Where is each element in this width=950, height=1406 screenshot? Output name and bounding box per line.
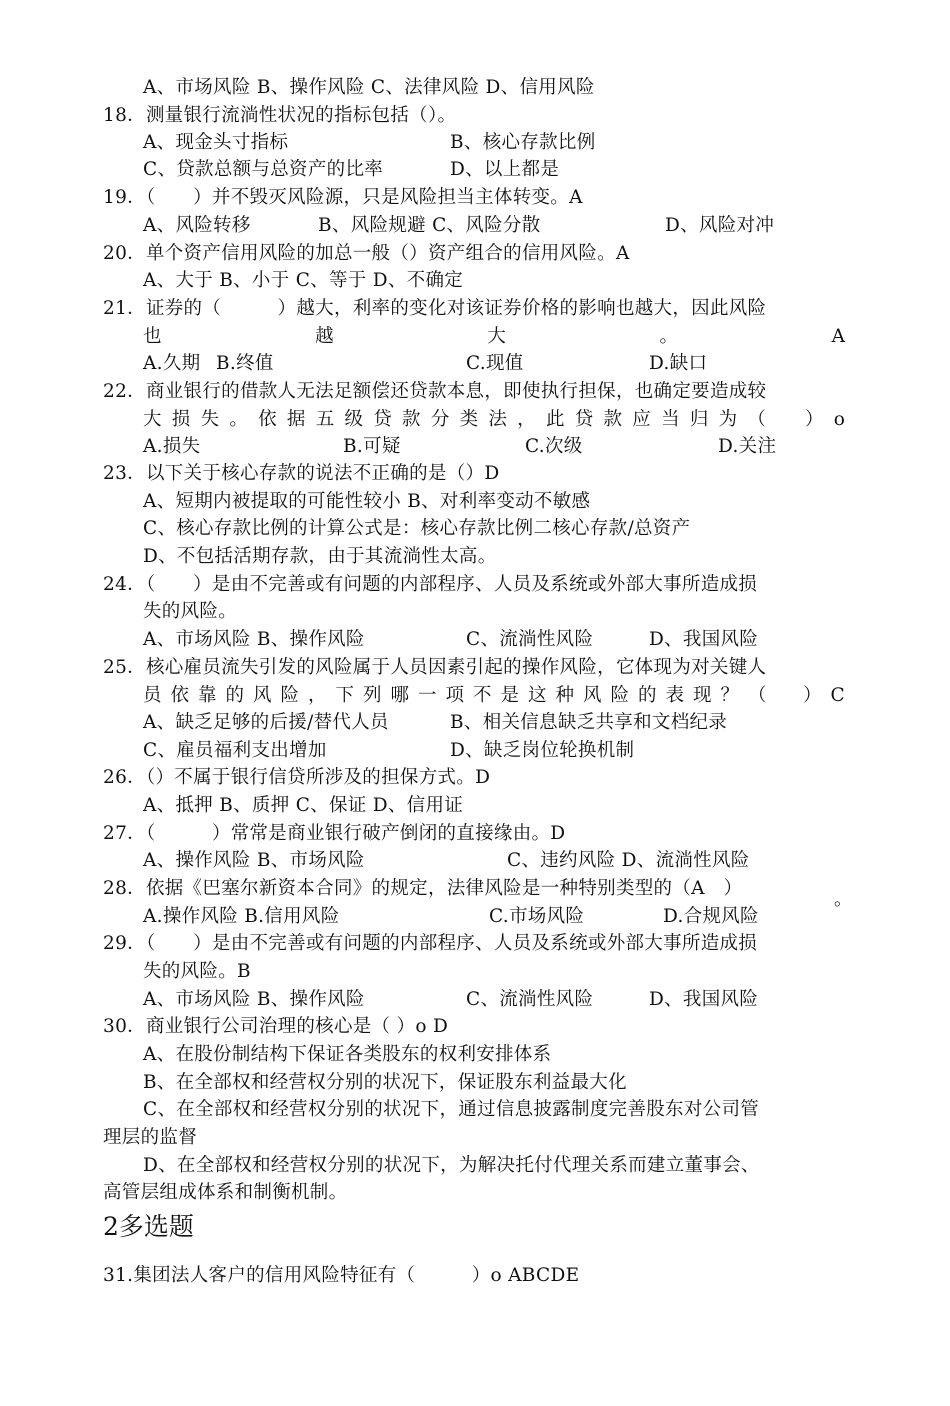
line-q19-opt-a: A、风险转移 [143, 215, 251, 236]
line-q22-opt-d: D.关注 [718, 436, 777, 457]
line-q28-opt-d: D.合规风险 [663, 906, 759, 927]
justified-char: 贷 [574, 409, 594, 430]
justified-char [776, 684, 795, 708]
line-q28-stem: 28．依据《巴塞尔新资本合同》的规定，法律风险是一种特别类型的（A ） [103, 878, 743, 899]
justified-char: 列 [363, 685, 382, 706]
line-q25-opt-d: D、缺乏岗位轮换机制 [450, 740, 635, 761]
line-q30-opt-c-1: C、在全部权和经营权分别的状况下，通过信息披露制度完善股东对公司管 [143, 1099, 760, 1120]
justified-char: 员 [143, 685, 162, 706]
line-q25-opt-a: A、缺乏足够的后援/替代人员 [143, 712, 389, 733]
justified-char: 风 [583, 685, 602, 706]
justified-char: 归 [689, 409, 709, 430]
justified-char: （ [747, 409, 766, 430]
justified-char: 这 [528, 685, 547, 706]
line-q18-opt-b: B、核心存款比例 [450, 132, 596, 153]
line-q27-opt-ab: A、操作风险 B、市场风险 [143, 850, 365, 871]
justified-char: 大 [143, 409, 162, 430]
justified-char: 款 [603, 409, 623, 430]
justified-char: ） [804, 409, 824, 430]
line-q21-opt-a: A.久期 [143, 353, 201, 374]
line-q24-stem-2: 失的风险。 [143, 601, 238, 622]
justified-char: 依 [258, 409, 277, 430]
line-q21-opt-b: B.终值 [216, 353, 274, 374]
justified-char: 表 [665, 685, 685, 706]
justified-char: ？ [720, 685, 740, 706]
justified-char: 风 [253, 685, 272, 706]
line-q22-opt-c: C.次级 [525, 436, 583, 457]
justified-char: 越 [315, 326, 334, 347]
justified-char: o [833, 409, 845, 430]
line-q29-opt-c: C、流淌性风险 [466, 989, 594, 1010]
justified-char [776, 408, 795, 432]
line-q23-opt-ab: A、短期内被提取的可能性较小 B、对利率变动不敏感 [143, 491, 591, 512]
justified-char: 靠 [198, 685, 217, 706]
line-q30-opt-a: A、在股份制结构下保证各类股东的权利安排体系 [143, 1044, 552, 1065]
justified-char: C [830, 685, 845, 706]
line-q21-opt-d: D.缺口 [649, 353, 708, 374]
line-q18-opt-a: A、现金头寸指标 [143, 132, 289, 153]
justified-char: 。 [229, 409, 248, 430]
line-q29-opt-ab: A、市场风险 B、操作风险 [143, 989, 365, 1010]
justified-char: 是 [500, 685, 520, 706]
line-q26-options: A、抵押 B、质押 C、保证 D、信用证 [143, 795, 464, 816]
justified-char: 依 [170, 685, 190, 706]
justified-char: 五 [315, 409, 335, 430]
justified-char: 现 [693, 685, 712, 706]
line-q24-opt-ab: A、市场风险 B、操作风险 [143, 629, 365, 650]
justified-char: 一 [418, 685, 437, 706]
justified-char: 当 [661, 409, 680, 430]
justified-char: 项 [445, 685, 465, 706]
justified-char: A [831, 326, 845, 347]
justified-char: 损 [171, 409, 191, 430]
line-q18-opt-c: C、贷款总额与总资产的比率 [143, 159, 384, 180]
section-heading: 2多选题 [103, 1212, 194, 1241]
justified-char: 种 [555, 685, 575, 706]
justified-char: ， [517, 409, 536, 430]
line-q25-opt-c: C、雇员福利支出增加 [143, 740, 327, 761]
line-q24-stem-1: 24．（ ）是由不完善或有问题的内部程序、人员及系统或外部大事所造成损 [103, 574, 758, 595]
line-q18-opt-d: D、以上都是 [450, 159, 560, 180]
line-q22-opt-a: A.损失 [143, 436, 201, 457]
justified-char: 险 [280, 685, 300, 706]
line-q27-stem: 27．（ ）常常是商业银行破产倒闭的直接缘由。D [103, 823, 566, 844]
line-q22-stem-1: 22．商业银行的借款人无法足额偿还贷款本息，即使执行担保，也确定要造成较 [103, 381, 767, 402]
justified-char: 大 [487, 326, 506, 347]
justified-char: 。 [659, 326, 678, 347]
line-q22-opt-b: B.可疑 [343, 436, 401, 457]
justified-char: 哪 [390, 685, 410, 706]
justified-char: 款 [402, 409, 421, 430]
line-q28-opt-c: C.市场风险 [489, 906, 585, 927]
justified-line-q21-line2 [143, 325, 845, 349]
justified-line-q22-line2 [143, 408, 845, 432]
line-q19-opt-d: D、风险对冲 [665, 215, 775, 236]
line-q19-opt-bc: B、风险规避 C、风险分散 [318, 215, 541, 236]
justified-char: 级 [344, 409, 363, 430]
line-q30-opt-b: B、在全部权和经营权分别的状况下，保证股东利益最大化 [143, 1072, 627, 1093]
line-q19-stem: 19．（ ）并不毁灭风险源，只是风险担当主体转变。A [103, 187, 583, 208]
line-q27-opt-cd: C、违约风险 D、流淌性风险 [507, 850, 750, 871]
line-q24-opt-d: D、我国风险 [649, 629, 759, 650]
justified-char: 据 [286, 409, 306, 430]
line-q26-stem: 26．（）不属于银行信贷所涉及的担保方式。D [103, 767, 491, 788]
justified-char: ） [803, 685, 822, 706]
line-q20-stem: 20．单个资产信用风险的加总一般（）资产组合的信用风险。A [103, 243, 630, 264]
line-q31-stem: 31.集团法人客户的信用风险特征有（ ）o ABCDE [103, 1265, 580, 1286]
justified-char: 的 [225, 685, 245, 706]
line-q30-opt-c-2: 理层的监督 [103, 1127, 198, 1148]
line-q21-opt-c: C.现值 [466, 353, 524, 374]
justified-char: 失 [200, 409, 220, 430]
line-q18-stem: 18．测量银行流淌性状况的指标包括（）。 [103, 105, 457, 126]
line-q30-stem: 30．商业银行公司治理的核心是（ ）o D [103, 1016, 449, 1037]
justified-line-q25-line2 [143, 684, 845, 708]
justified-char: 分 [430, 409, 450, 430]
justified-char: 不 [473, 685, 492, 706]
line-q21-stem-1: 21．证券的（ ）越大，利率的变化对该证券价格的影响也越大，因此风险 [103, 298, 767, 319]
justified-char: 险 [610, 685, 630, 706]
line-q28-opt-ab: A.操作风险 B.信用风险 [143, 906, 340, 927]
line-q17-options: A、市场风险 B、操作风险 C、法律风险 D、信用风险 [143, 77, 595, 98]
line-q23-opt-d: D、不包括活期存款，由于其流淌性太高。 [143, 546, 497, 567]
line-q23-stem: 23．以下关于核心存款的说法不正确的是（）D [103, 463, 500, 484]
justified-char: 类 [459, 409, 479, 430]
line-q24-opt-c: C、流淌性风险 [466, 629, 594, 650]
justified-char: 的 [638, 685, 657, 706]
justified-char: ， [308, 685, 327, 706]
justified-char: 应 [632, 409, 651, 430]
justified-char: 也 [143, 326, 162, 347]
line-q29-stem-2: 失的风险。B [143, 961, 251, 982]
line-q25-opt-b: B、相关信息缺乏共享和文档纪录 [450, 712, 728, 733]
line-q28-mark: 。 [834, 889, 853, 910]
justified-char: 法 [488, 409, 507, 430]
line-q29-opt-d: D、我国风险 [649, 989, 759, 1010]
justified-char: 下 [335, 685, 355, 706]
line-q30-opt-d-2: 高管层组成体系和制衡机制。 [103, 1182, 348, 1203]
line-q25-stem-1: 25．核心雇员流失引发的风险属于人员因素引起的操作风险，它体现为对关键人 [103, 657, 767, 678]
justified-char: 为 [718, 409, 738, 430]
justified-char: （ [748, 685, 767, 706]
line-q29-stem-1: 29．（ ）是由不完善或有问题的内部程序、人员及系统或外部大事所造成损 [103, 933, 758, 954]
line-q20-options: A、大于 B、小于 C、等于 D、不确定 [143, 270, 464, 291]
justified-char: 贷 [373, 409, 392, 430]
line-q23-opt-c: C、核心存款比例的计算公式是：核心存款比例二核心存款/总资产 [143, 518, 691, 539]
justified-char: 此 [545, 409, 565, 430]
line-q30-opt-d-1: D、在全部权和经营权分别的状况下，为解决托付代理关系而建立董事会、 [143, 1155, 760, 1176]
